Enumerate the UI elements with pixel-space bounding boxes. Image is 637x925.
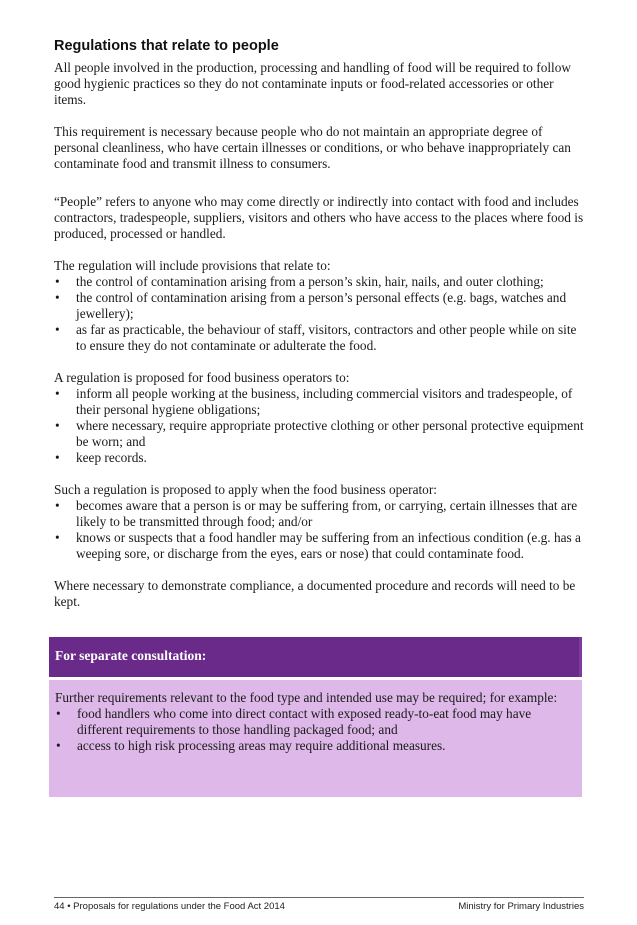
provisions-intro: The regulation will include provisions that relate to: — [54, 258, 331, 273]
paragraph-people-definition: “People” refers to anyone who may come directly or indirectly into contact with food and includes contractors, tradespeople, suppliers, visitors and others who have access to the places where food is produced, processed or handled. — [54, 194, 584, 241]
consultation-intro: Further requirements relevant to the food type and intended use may be required; for example: — [55, 690, 558, 705]
list-item: • food handlers who come into direct contact with exposed ready-to-eat food may have different requirements to those handling packaged food; and — [55, 706, 576, 738]
apply-list — [54, 498, 584, 562]
provisions-list — [54, 274, 584, 354]
list-item: • keep records. — [54, 450, 584, 466]
apply-intro: Such a regulation is proposed to apply when the food business operator: — [54, 482, 437, 497]
footer-right: Ministry for Primary Industries — [458, 901, 584, 912]
list-item: • knows or suspects that a food handler may be suffering from an infectious condition (e.g. has a weeping sore, or discharge from the eyes, ears or nose) that could contaminate food. — [54, 530, 584, 562]
paragraph-requirement: This requirement is necessary because people who do not maintain an appropriate degree of personal cleanliness, who have certain illnesses or conditions, or who behave inappropriately can contaminate food and transmit illness to consumers. — [54, 124, 571, 171]
operators-list — [54, 386, 584, 466]
footer-left: 44 • Proposals for regulations under the Food Act 2014 — [54, 901, 285, 912]
paragraph-compliance: Where necessary to demonstrate compliance, a documented procedure and records will need to be kept. — [54, 578, 576, 609]
operators-intro: A regulation is proposed for food business operators to: — [54, 370, 350, 385]
page-footer — [54, 897, 584, 912]
consultation-body — [49, 677, 582, 797]
consultation-box — [49, 637, 582, 797]
list-item: • the control of contamination arising from a person’s skin, hair, nails, and outer clothing; — [54, 274, 584, 290]
list-item: • where necessary, require appropriate protective clothing or other personal protective equipment be worn; and — [54, 418, 584, 450]
document-body — [54, 38, 584, 626]
list-item: • as far as practicable, the behaviour of staff, visitors, contractors and other people while on site to ensure they do not contaminate or adulterate the food. — [54, 322, 584, 354]
consultation-title: For separate consultation: — [49, 637, 582, 677]
paragraph-hygiene: All people involved in the production, processing and handling of food will be required to follow good hygienic practices so they do not contaminate inputs or food-related accessories or other items. — [54, 60, 571, 107]
section-heading: Regulations that relate to people — [54, 38, 279, 54]
list-item: • inform all people working at the business, including commercial visitors and tradespeople, of their personal hygiene obligations; — [54, 386, 584, 418]
list-item: • becomes aware that a person is or may be suffering from, or carrying, certain illnesses that are likely to be transmitted through food; and/or — [54, 498, 584, 530]
list-item: • access to high risk processing areas may require additional measures. — [55, 738, 576, 754]
consultation-list — [55, 706, 576, 754]
list-item: • the control of contamination arising from a person’s personal effects (e.g. bags, watches and jewellery); — [54, 290, 584, 322]
